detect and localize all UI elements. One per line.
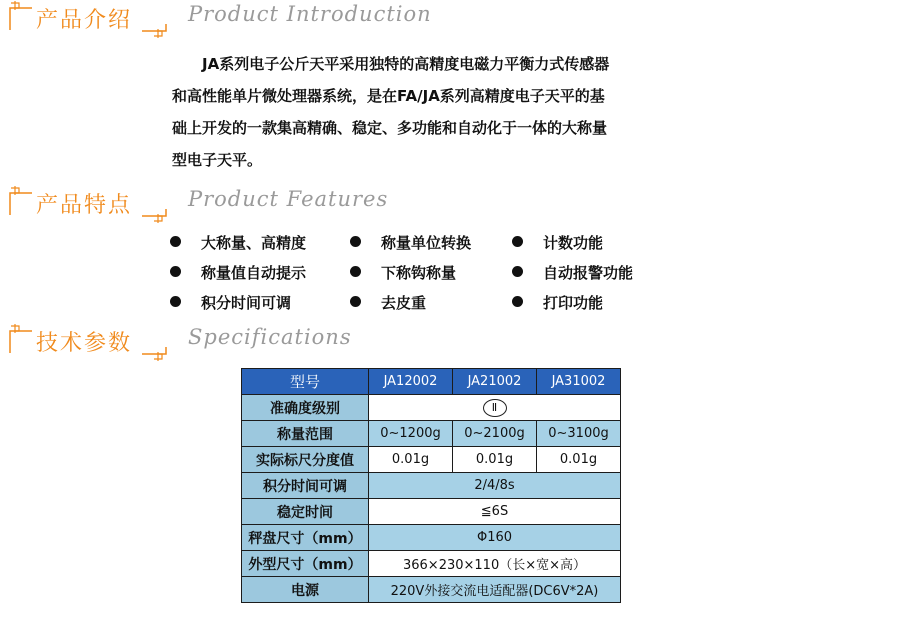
bullet-icon [350,296,361,307]
bullet-icon [512,296,523,307]
row-value: 0~1200g [369,421,453,447]
feature-item [350,258,456,288]
intro-line: 型电子天平。 [172,151,263,169]
bullet-icon [170,296,181,307]
feature-row [170,258,710,288]
row-value: 2/4/8s [369,473,621,499]
table-row [242,551,621,577]
features-title-cn: 产品特点 [36,193,133,218]
row-label: 称量范围 [242,421,369,447]
bullet-icon [170,236,181,247]
row-label: 外型尺寸（mm） [242,551,369,577]
table-row [242,421,621,447]
row-value: 366×230×110（长×宽×高） [369,551,621,577]
row-value: 0.01g [369,447,453,473]
bullet-icon [350,236,361,247]
feature-item [170,228,306,258]
specs-title-cn: 技术参数 [36,331,133,356]
intro-title-cn: 产品介绍 [36,8,133,33]
bullet-icon [170,266,181,277]
row-label: 稳定时间 [242,499,369,525]
feature-item [170,258,306,288]
intro-line: 础上开发的一款集高精确、稳定、多功能和自动化于一体的大称量 [172,119,608,137]
header-frame [8,0,168,38]
feature-row [170,288,710,318]
bullet-icon [512,236,523,247]
header-cell: JA21002 [453,369,537,395]
row-value [369,395,621,421]
table-row [242,447,621,473]
feature-label: 称量单位转换 [381,234,472,252]
row-value: 0~2100g [453,421,537,447]
feature-item [170,288,291,318]
row-label: 准确度级别 [242,395,369,421]
row-value: 220V外接交流电适配器(DC6V*2A) [369,577,621,603]
row-value: 0~3100g [537,421,621,447]
table-row [242,395,621,421]
row-value: 0.01g [537,447,621,473]
feature-row [170,228,710,258]
feature-item [350,288,426,318]
feature-label: 下称钩称量 [381,264,457,282]
feature-list [170,228,710,318]
table-row [242,525,621,551]
intro-line: 和高性能单片微处理器系统，是在FA/JA系列高精度电子天平的基 [172,87,605,105]
row-value: Φ160 [369,525,621,551]
row-label: 积分时间可调 [242,473,369,499]
feature-label: 称量值自动提示 [201,264,307,282]
header-frame [8,323,168,361]
header-frame [8,185,168,223]
accuracy-class-value: Ⅱ [483,399,507,417]
header-cell: JA31002 [537,369,621,395]
feature-label: 打印功能 [543,294,604,312]
feature-item [512,258,633,288]
row-value: ≦6S [369,499,621,525]
table-row [242,499,621,525]
specs-title-en: Specifications [188,325,352,349]
intro-title-en: Product Introduction [188,2,432,26]
feature-item [512,288,603,318]
feature-item [350,228,471,258]
header-cell: JA12002 [369,369,453,395]
row-label: 秤盘尺寸（mm） [242,525,369,551]
feature-label: 去皮重 [381,294,427,312]
table-row [242,473,621,499]
table-header-row [242,369,621,395]
row-label: 电源 [242,577,369,603]
feature-label: 计数功能 [543,234,604,252]
bullet-icon [350,266,361,277]
row-label: 实际标尺分度值 [242,447,369,473]
feature-label: 自动报警功能 [543,264,634,282]
feature-item [512,228,603,258]
intro-line: JA系列电子公斤天平采用独特的高精度电磁力平衡力式传感器 [202,55,610,73]
table-row [242,577,621,603]
row-value: 0.01g [453,447,537,473]
spec-table [241,368,621,603]
features-title-en: Product Features [188,187,389,211]
feature-label: 积分时间可调 [201,294,292,312]
intro-paragraph [172,48,712,176]
feature-label: 大称量、高精度 [201,234,307,252]
bullet-icon [512,266,523,277]
header-cell-model: 型号 [242,369,369,395]
